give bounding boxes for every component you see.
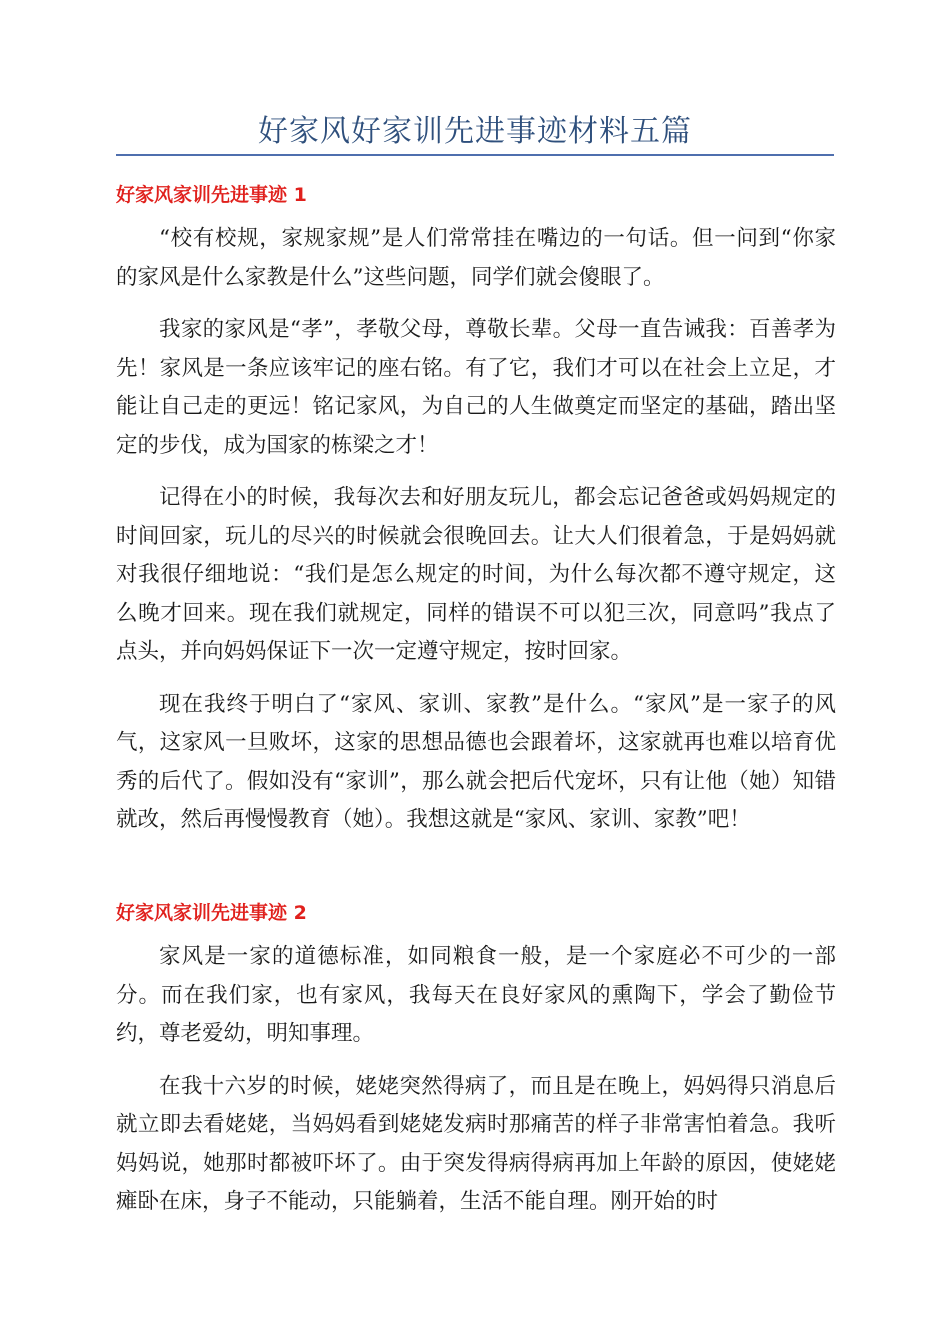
title-underline-divider (116, 154, 834, 156)
paragraph: 在我十六岁的时候，姥姥突然得病了，而且是在晚上，妈妈得只消息后就立即去看姥姥，当妈妈看到姥姥发病时那痛苦的样子非常害怕着急。我听妈妈说，她那时都被吓坏了。由于突发得病得病再加上年龄的原因，使姥姥瘫卧在床，身子不能动，只能躺着，生活不能自理。刚开始的时 (116, 1073, 836, 1214)
paragraph: 现在我终于明白了“家风、家训、家教”是什么。“家风”是一家子的风气，这家风一旦败坏，这家的思想品德也会跟着坏，这家就再也难以培育优秀的后代了。假如没有“家训”，那么就会把后代宠坏，只有让他（她）知错就改，然后再慢慢教育（她）。我想这就是“家风、家训、家教”吧！ (116, 691, 837, 832)
section-1 (116, 180, 836, 854)
paragraph: 我家的家风是“孝”，孝敬父母，尊敬长辈。父母一直告诫我：百善孝为先！家风是一条应该牢记的座右铭。有了它，我们才可以在社会上立足，才能让自己走的更远！铭记家风，为自己的人生做奠定而坚定的基础，踏出坚定的步伐，成为国家的栋梁之才！ (116, 317, 836, 458)
section-2 (116, 898, 836, 1236)
paragraph: 记得在小的时候，我每次去和好朋友玩儿，都会忘记爸爸或妈妈规定的时间回家，玩儿的尽兴的时候就会很晚回去。让大人们很着急，于是妈妈就对我很仔细地说：“我们是怎么规定的时间，为什么每次都不遵守规定，这么晚才回来。现在我们就规定，同样的错误不可以犯三次，同意吗”我点了点头，并向妈妈保证下一次一定遵守规定，按时回家。 (116, 485, 836, 664)
paragraph: 家风是一家的道德标准，如同粮食一般，是一个家庭必不可少的一部分。而在我们家，也有家风，我每天在良好家风的熏陶下，学会了勤俭节约，尊老爱幼，明知事理。 (116, 944, 836, 1046)
document-title: 好家风好家训先进事迹材料五篇 (258, 114, 692, 149)
section-heading: 好家风家训先进事迹 1 (116, 184, 307, 206)
paragraph: “校有校规，家规家规”是人们常常挂在嘴边的一句话。但一问到“你家的家风是什么家教是什么”这些问题，同学们就会傻眼了。 (116, 226, 836, 290)
section-heading: 好家风家训先进事迹 2 (116, 902, 307, 924)
